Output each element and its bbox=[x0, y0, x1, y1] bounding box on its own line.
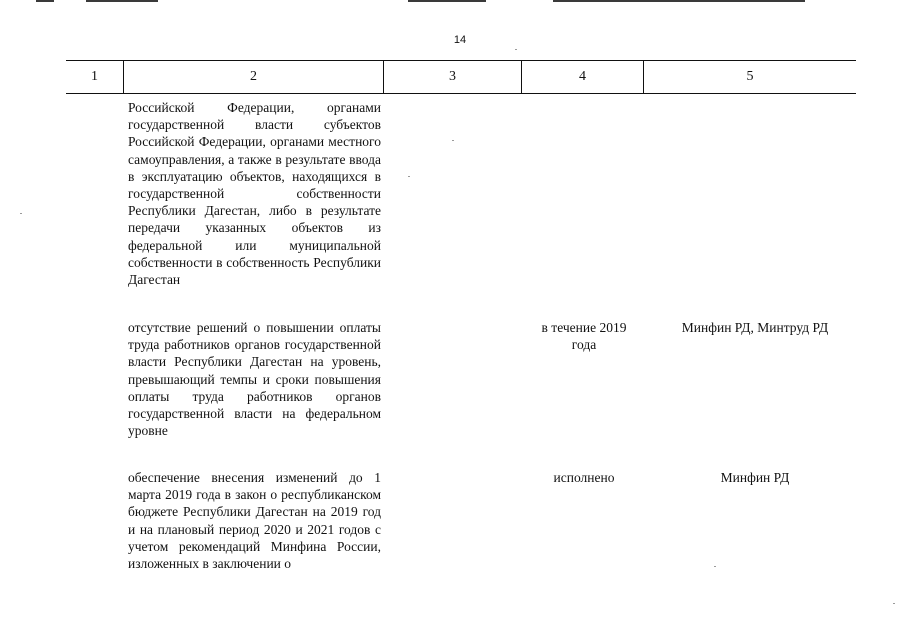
table-header-row bbox=[66, 60, 856, 94]
page-number: 14 bbox=[453, 34, 467, 46]
scan-speck bbox=[515, 49, 517, 50]
column-number-4: 4 bbox=[579, 69, 586, 84]
scan-speck bbox=[893, 603, 895, 604]
row-2-term: в течение 2019 года bbox=[541, 320, 627, 353]
scan-edge-mark bbox=[36, 0, 54, 2]
row-2-description: отсутствие решений о повышении оплаты труда работников органов государственной власти Республики Дагестан на уровень, превышающий темпы и сроки повышения оплаты труда работников органов государственной власти на федеральном уровне bbox=[128, 320, 381, 439]
row-1-description: Российской Федерации, органами государственной власти субъектов Российской Федерации, органами местного самоуправления, а также в результате ввода в эксплуатацию объектов, находящихся в государственной собственности Республики Дагестан, либо в результате передачи указанных объектов из федеральной или муниципальной собственности в собственность Республики Дагестан bbox=[128, 100, 381, 288]
column-number-2: 2 bbox=[250, 69, 257, 84]
scan-edge-mark bbox=[408, 0, 486, 2]
column-number-3: 3 bbox=[449, 69, 456, 84]
scan-speck bbox=[714, 566, 716, 567]
row-3-description: обеспечение внесения изменений до 1 марта 2019 года в закон о республиканском бюджете Республики Дагестан на 2019 год и на плановый период 2020 и 2021 годов с учетом рекомендаций Минфина России, изложенных в заключении о bbox=[128, 470, 381, 572]
scan-edge-mark bbox=[553, 0, 805, 2]
row-3-responsible: Минфин РД bbox=[720, 470, 790, 485]
scan-edge-mark bbox=[86, 0, 158, 2]
row-2-responsible: Минфин РД, Минтруд РД bbox=[681, 320, 829, 335]
scan-speck bbox=[452, 140, 454, 141]
scan-speck bbox=[20, 213, 22, 214]
column-number-1: 1 bbox=[91, 69, 98, 84]
scan-speck bbox=[408, 176, 410, 177]
column-number-5: 5 bbox=[746, 69, 754, 84]
row-3-term: исполнено bbox=[553, 470, 615, 485]
